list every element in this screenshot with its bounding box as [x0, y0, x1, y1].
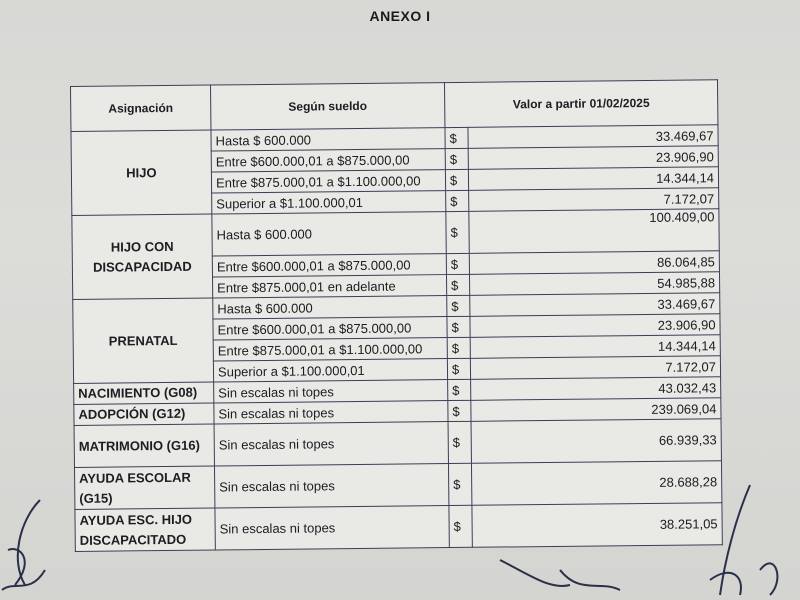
valor-cell: 28.688,28 [471, 461, 721, 506]
sueldo-cell: Superior a $1.100.000,01 [213, 359, 447, 382]
sueldo-cell: Sin escalas ni topes [214, 422, 448, 466]
asignacion-adopcion: ADOPCIÓN (G12) [74, 403, 214, 425]
asignaciones-table [70, 79, 723, 552]
sueldo-cell: Hasta $ 600.000 [212, 212, 446, 256]
sueldo-cell: Entre $600.000,01 a $875.000,00 [213, 317, 447, 340]
header-asignacion: Asignación [71, 85, 211, 131]
currency-cell: $ [447, 295, 470, 316]
sueldo-cell: Sin escalas ni topes [214, 380, 448, 403]
valor-cell: 86.064,85 [469, 251, 719, 275]
valor-cell: 23.906,90 [470, 314, 720, 338]
asignacion-ayuda-esc-hijo-discapacitado: AYUDA ESC. HIJO DISCAPACITADO [75, 508, 215, 551]
valor-cell: 33.469,67 [468, 125, 718, 149]
currency-cell: $ [448, 463, 471, 505]
currency-cell: $ [447, 316, 470, 337]
sueldo-cell: Sin escalas ni topes [214, 401, 448, 424]
sueldo-cell: Entre $600.000,01 a $875.000,00 [212, 254, 446, 277]
currency-cell: $ [447, 337, 470, 358]
sueldo-cell: Entre $875.000,01 a $1.100.000,00 [213, 338, 447, 361]
asignacion-matrimonio: MATRIMONIO (G16) [74, 424, 214, 467]
currency-cell: $ [448, 421, 471, 463]
signature-middle [490, 540, 630, 600]
table-row [74, 419, 721, 468]
valor-cell: 7.172,07 [469, 188, 719, 212]
sueldo-cell: Entre $600.000,01 a $875.000,00 [211, 149, 445, 172]
currency-cell: $ [446, 253, 469, 274]
currency-cell: $ [446, 211, 469, 253]
valor-cell: 7.172,07 [470, 356, 720, 380]
sueldo-cell: Hasta $ 600.000 [213, 296, 447, 319]
asignacion-prenatal: PRENATAL [73, 298, 214, 383]
valor-cell: 33.469,67 [470, 293, 720, 317]
valor-cell: 38.251,05 [472, 503, 722, 548]
valor-cell: 14.344,14 [470, 335, 720, 359]
header-segun-sueldo: Según sueldo [210, 83, 444, 130]
currency-cell: $ [448, 400, 471, 421]
asignacion-ayuda-escolar: AYUDA ESCOLAR (G15) [74, 466, 214, 509]
asignacion-hijo-discapacidad: HIJO CON DISCAPACIDAD [72, 214, 213, 299]
table-row [74, 461, 721, 510]
asignacion-hijo: HIJO [71, 130, 212, 215]
asignacion-nacimiento: NACIMIENTO (G08) [74, 382, 214, 404]
signature-right [690, 480, 790, 600]
signature-left [0, 490, 60, 600]
currency-cell: $ [445, 127, 468, 148]
valor-cell: 54.985,88 [469, 272, 719, 296]
valor-cell: 100.409,00 [469, 209, 719, 254]
table-row [72, 209, 719, 258]
header-valor: Valor a partir 01/02/2025 [444, 80, 717, 128]
currency-cell: $ [449, 505, 472, 547]
valor-cell: 239.069,04 [471, 398, 721, 422]
sueldo-cell: Hasta $ 600.000 [211, 128, 445, 151]
valor-cell: 23.906,90 [468, 146, 718, 170]
currency-cell: $ [445, 148, 468, 169]
valor-cell: 14.344,14 [468, 167, 718, 191]
sueldo-cell: Entre $875.000,01 a $1.100.000,00 [211, 170, 445, 193]
valor-cell: 66.939,33 [471, 419, 721, 464]
sueldo-cell: Superior a $1.100.000,01 [212, 191, 446, 214]
page-title: ANEXO I [369, 8, 431, 24]
currency-cell: $ [447, 358, 470, 379]
table-header-row [71, 80, 718, 132]
valor-cell: 43.032,43 [471, 377, 721, 401]
currency-cell: $ [448, 379, 471, 400]
currency-cell: $ [445, 169, 468, 190]
sueldo-cell: Sin escalas ni topes [214, 464, 448, 508]
currency-cell: $ [446, 274, 469, 295]
sueldo-cell: Sin escalas ni topes [215, 506, 449, 550]
currency-cell: $ [446, 190, 469, 211]
sueldo-cell: Entre $875.000,01 en adelante [213, 275, 447, 298]
